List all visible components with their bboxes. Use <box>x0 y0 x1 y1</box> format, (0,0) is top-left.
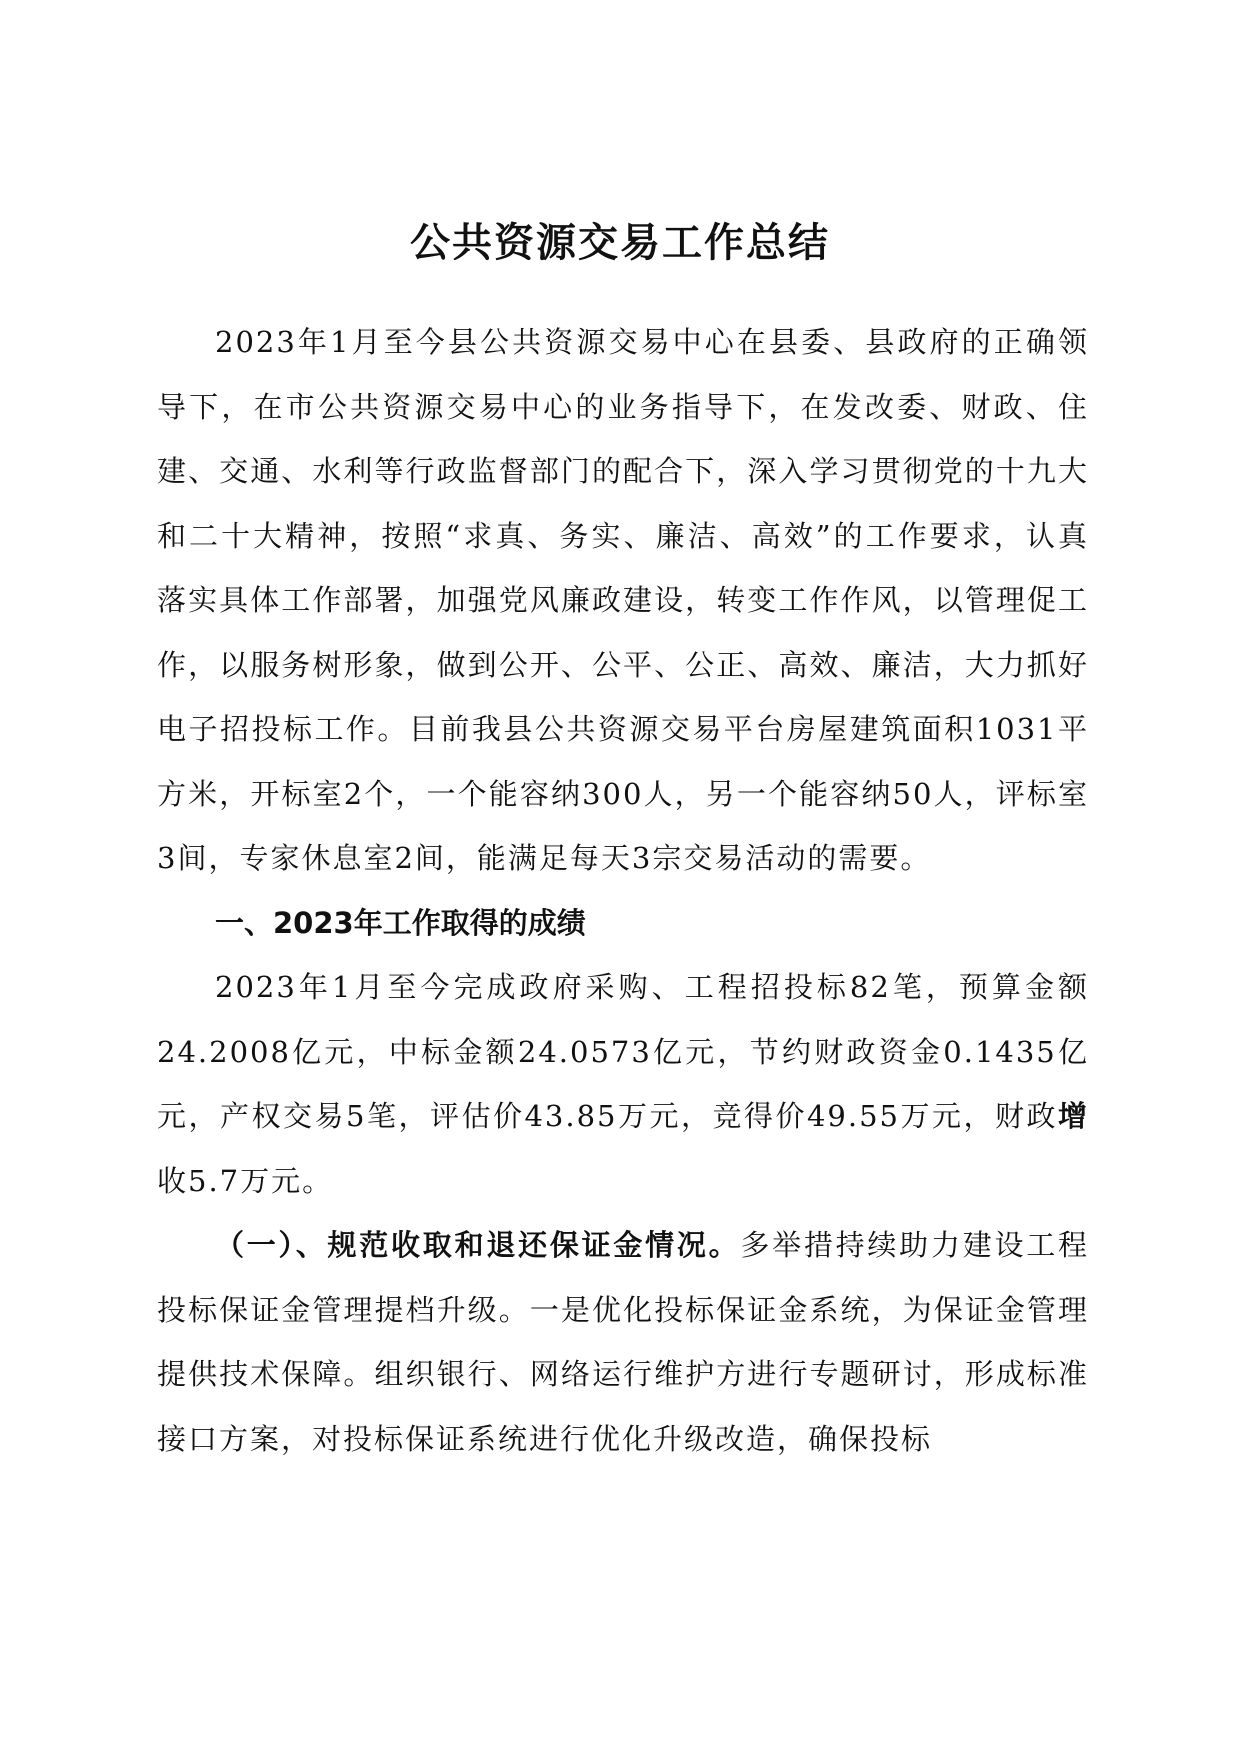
document-body <box>157 310 1089 1471</box>
achievements-emphasis: 增 <box>1057 1099 1089 1133</box>
section-heading-achievements: 一、2023年工作取得的成绩 <box>215 905 586 940</box>
deposit-paragraph <box>157 1213 1089 1471</box>
document-title: 公共资源交易工作总结 <box>410 219 830 266</box>
intro-paragraph: 2023年1月至今县公共资源交易中心在县委、县政府的正确领导下，在市公共资源交易中心的业务指导下，在发改委、财政、住建、交通、水利等行政监督部门的配合下，深入学习贯彻党的十九大和二十大精神，按照“求真、务实、廉洁、高效”的工作要求，认真落实具体工作部署，加强党风廉政建设，转变工作作风，以管理促工作，以服务树形象，做到公开、公平、公正、高效、廉洁，大力抓好电子招投标工作。目前我县公共资源交易平台房屋建筑面积1031平方米，开标室2个，一个能容纳300人，另一个能容纳50人，评标室3间，专家休息室2间，能满足每天3宗交易活动的需要。 <box>157 325 1089 875</box>
achievements-paragraph <box>157 955 1089 1213</box>
achievements-text-end: 收5.7万元。 <box>157 1163 334 1198</box>
achievements-text: 2023年1月至今完成政府采购、工程招投标82笔，预算金额24.2008亿元，中标金额24.0573亿元，节约财政资金0.1435亿元，产权交易5笔，评估价43.85万元，竞得价49.55万元，财政 <box>157 970 1089 1133</box>
subsection-heading-deposit: （一）、规范收取和退还保证金情况。 <box>215 1228 741 1262</box>
deposit-text: 多举措持续助力建设工程投标保证金管理提档升级。一是优化投标保证金系统，为保证金管理提供技术保障。组织银行、网络运行维护方进行专题研讨，形成标准接口方案，对投标保证系统进行优化升级改造，确保投标 <box>157 1228 1089 1456</box>
